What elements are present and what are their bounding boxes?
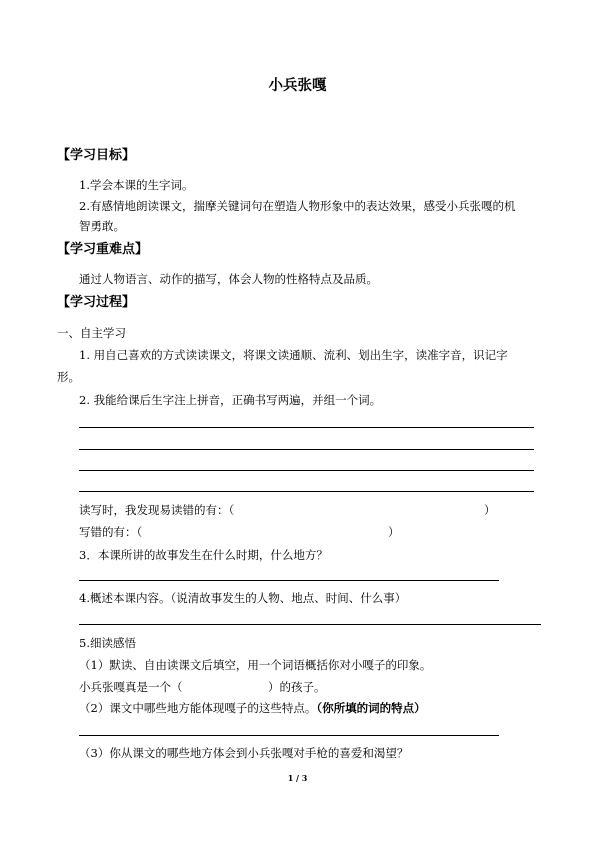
question-5-2 xyxy=(79,701,426,715)
process-heading: 【学习过程】 xyxy=(57,295,136,310)
fill-blank-start: 小兵张嘎真是一个（ xyxy=(79,680,183,694)
page-title: 小兵张嘎 xyxy=(268,78,327,94)
goals-heading: 【学习目标】 xyxy=(57,148,136,163)
misread-label: 读写时，我发现易读错的有：（ xyxy=(79,503,235,517)
answer-line[interactable] xyxy=(79,470,534,471)
miswrite-label: 写错的有：（ xyxy=(79,525,143,539)
goal-item-2: 2.有感情地朗读课文，揣摩关键词句在塑造人物形象中的表达效果，感受小兵张嘎的机 xyxy=(79,199,516,213)
fill-blank-end: ）的孩子。 xyxy=(268,680,326,694)
question-5-2-note: （你所填的词的特点） xyxy=(316,701,426,715)
answer-line[interactable] xyxy=(79,735,499,736)
question-5: 5.细读感悟 xyxy=(79,636,136,650)
question-1: 1. 用自己喜欢的方式读读课文，将课文读通顺、流利、划出生字，读准字音，识记字 xyxy=(79,348,508,362)
answer-line[interactable] xyxy=(79,491,534,492)
question-5-2-text: （2）课文中哪些地方能体现嘎子的这些特点。 xyxy=(79,701,317,715)
misread-close: ） xyxy=(484,503,496,517)
key-points-text: 通过人物语言、动作的描写，体会人物的性格特点及品质。 xyxy=(79,272,378,286)
key-points-heading: 【学习重难点】 xyxy=(57,242,149,257)
answer-line[interactable] xyxy=(79,624,541,625)
question-4: 4.概述本课内容。（说清故事发生的人物、地点、时间、什么事） xyxy=(79,591,407,605)
answer-line[interactable] xyxy=(79,449,534,450)
goal-item-1: 1.学会本课的生字词。 xyxy=(79,178,194,192)
answer-line[interactable] xyxy=(79,427,534,428)
page-number: 1 / 3 xyxy=(287,773,308,783)
question-5-3: （3）你从课文的哪些地方体会到小兵张嘎对手枪的喜爱和渴望？ xyxy=(79,746,409,760)
question-3: 3．本课所讲的故事发生在什么时期，什么地方？ xyxy=(79,548,328,562)
question-1-cont: 形。 xyxy=(57,370,80,384)
part1-label: 一、自主学习 xyxy=(57,326,126,340)
answer-line[interactable] xyxy=(79,580,499,581)
goal-item-2-cont: 智勇敢。 xyxy=(79,219,125,233)
question-5-1: （1）默读、自由读课文后填空，用一个词语概括你对小嘎子的印象。 xyxy=(79,658,432,672)
miswrite-close: ） xyxy=(388,525,400,539)
question-2: 2. 我能给课后生字注上拼音，正确书写两遍，并组一个词。 xyxy=(79,393,382,407)
